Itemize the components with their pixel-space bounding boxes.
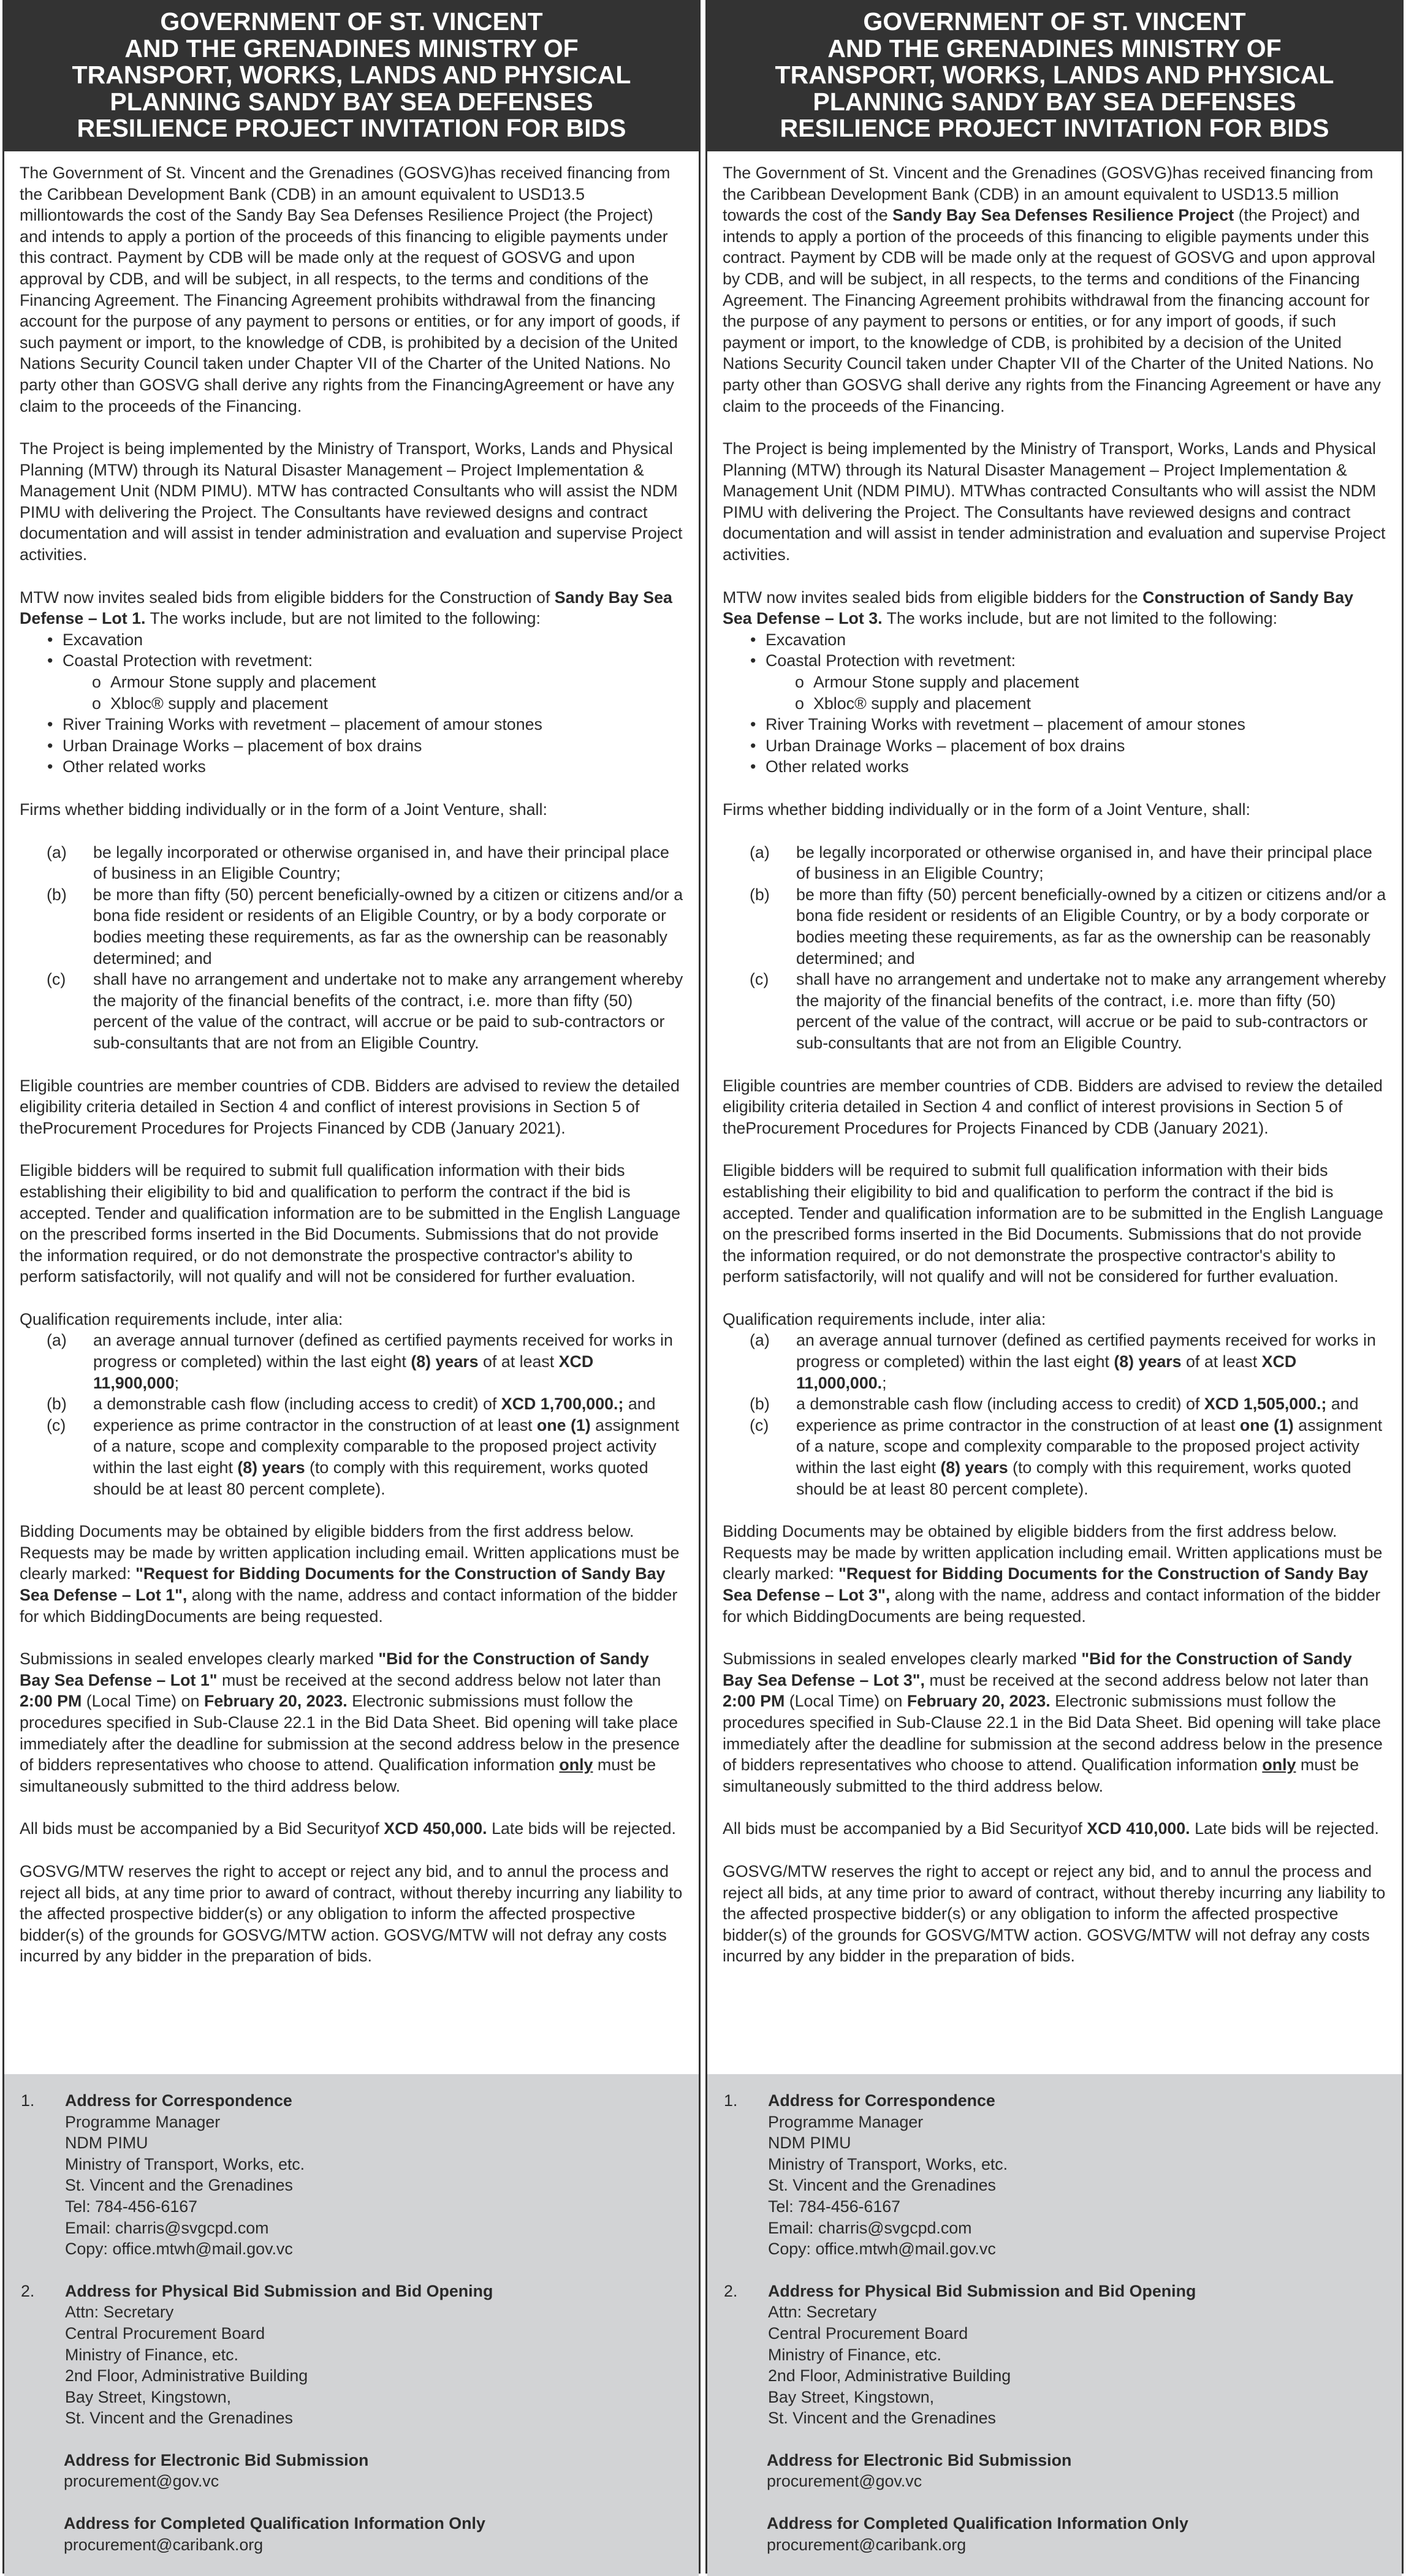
- address-line: Ministry of Finance, etc.: [768, 2345, 941, 2364]
- address-line: Email: charris@svgcpd.com: [768, 2218, 972, 2237]
- notice-heading: [707, 2, 1402, 151]
- heading-line: AND THE GRENADINES MINISTRY OF: [124, 34, 579, 63]
- address-line: Email: charris@svgcpd.com: [65, 2218, 269, 2237]
- notice-heading: [4, 2, 699, 151]
- text-run: ;: [882, 1373, 887, 1392]
- list-item: o Xbloc® supply and placement: [795, 693, 1386, 714]
- address-title: Address for Physical Bid Submission and Bid Opening: [768, 2281, 1196, 2300]
- address-title: Address for Correspondence: [65, 2091, 292, 2110]
- address-qualification-info: [64, 2513, 683, 2555]
- submission-paragraph: [20, 1648, 683, 1797]
- list-item: [723, 884, 1386, 969]
- list-item: • River Training Works with revetment – placement of amour stones: [750, 714, 1386, 735]
- text-run: of at least: [1181, 1352, 1262, 1371]
- list-item: o Armour Stone supply and placement: [92, 672, 683, 693]
- list-item: • Coastal Protection with revetment:: [47, 650, 683, 672]
- address-content: [768, 2090, 1386, 2260]
- financing-paragraph: The Government of St. Vincent and the Grenadines (GOSVG)has received financing from the Caribbean Development Bank (CDB) in an amount equivalent to USD13.5 milliontowards the cost of the Sandy Bay Sea Defenses Resilience Project (the Project) and intends to apply a portion of the proceeds of this financing to eligible payments under this contract. Payment by CDB will be made only at the request of GOSVG and upon approval by CDB, and will be subject, in all respects, to the terms and conditions of the Financing Agreement. The Financing Agreement prohibits withdrawal from the financing account for the purpose of any payment to persons or entities, or for any import of goods, if such payment or import, to the knowledge of CDB, is prohibited by a decision of the United Nations Security Council taken under Chapter VII of the Charter of the United Nations. No party other than GOSVG shall derive any rights from the FinancingAgreement or have any claim to the proceeds of the Financing.: [20, 163, 680, 415]
- invitation-paragraph: [20, 587, 683, 629]
- item-text: be legally incorporated or otherwise organised in, and have their principal place of business in an Eligible Country;: [93, 843, 669, 883]
- list-item: [723, 1415, 1386, 1499]
- notice-lot-1: [2, 0, 701, 2574]
- list-item: [20, 1330, 683, 1393]
- implementation-paragraph: The Project is being implemented by the Ministry of Transport, Works, Lands and Physical Planning (MTW) through its Natural Disaster Management – Project Implementation & Management Unit (NDM PIMU). MTWhas contracted Consultants who will assist the NDM PIMU with delivering the Project. The Consultants have reviewed designs and contract documentation and will assist in tender administration and evaluation and supervise Project activities.: [723, 439, 1386, 564]
- text-run: The works include, but are not limited to the following:: [882, 609, 1278, 628]
- submission-paragraph: [723, 1648, 1386, 1797]
- list-item: • Coastal Protection with revetment:: [750, 650, 1386, 672]
- qualification-intro: Qualification requirements include, inter alia:: [20, 1309, 343, 1328]
- list-item: [20, 1415, 683, 1499]
- text-run: along with the name, address and contact information of the bidder for which BiddingDocuments are being requested.: [20, 1586, 678, 1626]
- eligibility-intro: Firms whether bidding individually or in the form of a Joint Venture, shall:: [723, 800, 1250, 819]
- lot-name: Construction of Sandy Bay Sea Defense – Lot 3.: [723, 588, 1354, 628]
- text-run: Submissions in sealed envelopes clearly marked: [723, 1650, 1082, 1669]
- text-run: (to comply with this requirement, works quoted should be at least 80 percent complete).: [93, 1458, 648, 1498]
- address-qualification-info: [767, 2513, 1386, 2555]
- text-run: a demonstrable cash flow (including access to credit) of: [796, 1395, 1204, 1414]
- address-line: Programme Manager: [65, 2112, 221, 2131]
- text-run: an average annual turnover (defined as certified payments received for works in progress or completed) within the last eight: [796, 1331, 1376, 1371]
- eligible-countries-paragraph: Eligible countries are member countries of CDB. Bidders are advised to review the detailed eligibility criteria detailed in Section 4 and conflict of interest provisions in Section 5 of theProcurement Procedures for Projects Financed by CDB (January 2021).: [20, 1076, 680, 1137]
- turnover-amount: XCD 11,900,000: [93, 1352, 594, 1392]
- cash-flow-amount: XCD 1,700,000.;: [501, 1395, 624, 1414]
- list-item: • River Training Works with revetment – placement of amour stones: [47, 714, 683, 735]
- list-item: o Xbloc® supply and placement: [92, 693, 683, 714]
- works-list: [20, 714, 683, 778]
- bid-security-paragraph: [20, 1818, 683, 1839]
- address-line: Ministry of Transport, Works, etc.: [768, 2154, 1008, 2173]
- address-line: Tel: 784-456-6167: [65, 2197, 198, 2216]
- address-line: Central Procurement Board: [768, 2324, 968, 2343]
- list-item: o Armour Stone supply and placement: [795, 672, 1386, 693]
- heading-line: GOVERNMENT OF ST. VINCENT: [160, 7, 543, 36]
- text-run: All bids must be accompanied by a Bid Securityof: [20, 1819, 384, 1838]
- item-label: (b): [47, 885, 67, 904]
- list-item: • Urban Drainage Works – placement of box drains: [47, 735, 683, 757]
- address-correspondence: [20, 2090, 683, 2260]
- heading-line: TRANSPORT, WORKS, LANDS AND PHYSICAL: [775, 61, 1334, 89]
- address-line: procurement@caribank.org: [64, 2535, 264, 2554]
- implementation-paragraph: The Project is being implemented by the Ministry of Transport, Works, Lands and Physical Planning (MTW) through its Natural Disaster Management – Project Implementation & Management Unit (NDM PIMU). MTW has contracted Consultants who will assist the NDM PIMU with delivering the Project. The Consultants have reviewed designs and contract documentation and will assist in tender administration and evaluation and supervise Project activities.: [20, 439, 683, 564]
- text-run: assignment of a nature, scope and complexity comparable to the proposed project activity within the last eight: [796, 1415, 1383, 1477]
- item-text: [796, 1415, 1386, 1499]
- text-run: and: [623, 1395, 656, 1414]
- address-line: Attn: Secretary: [65, 2303, 174, 2322]
- bid-security-amount: XCD 450,000.: [384, 1819, 487, 1838]
- list-item: • Urban Drainage Works – placement of box drains: [750, 735, 1386, 757]
- heading-line: RESILIENCE PROJECT INVITATION FOR BIDS: [780, 114, 1329, 143]
- eligible-countries-paragraph: Eligible countries are member countries of CDB. Bidders are advised to review the detailed eligibility criteria detailed in Section 4 and conflict of interest provisions in Section 5 of theProcurement Procedures for Projects Financed by CDB (January 2021).: [723, 1076, 1383, 1137]
- text-run: ;: [174, 1373, 180, 1392]
- text-run: (8) years: [1114, 1352, 1182, 1371]
- text-run: one (1): [536, 1415, 591, 1434]
- works-list: [20, 629, 683, 672]
- text-run: Electronic submissions must follow the procedures specified in Sub-Clause 22.1 in the Bid Data Sheet. Bid opening will take place immediately after the deadline for submission at the second address below in the presence of bidders representatives who choose to attend. Qualification information: [20, 1692, 680, 1775]
- deadline-date: February 20, 2023.: [906, 1692, 1051, 1711]
- heading-line: RESILIENCE PROJECT INVITATION FOR BIDS: [77, 114, 626, 143]
- text-run: experience as prime contractor in the construction of at least: [93, 1415, 537, 1434]
- address-bid-submission: [723, 2281, 1386, 2429]
- item-text: be more than fifty (50) percent beneficially-owned by a citizen or citizens and/or a bona fide resident or residents of an Eligible Country, or by a body corporate or bodies meeting these requirements, as far as the ownership can be reasonably determined; and: [93, 885, 683, 968]
- qualification-info-paragraph: Eligible bidders will be required to submit full qualification information with their bids establishing their eligibility to bid and qualification to perform the contract if the bid is accepted. Tender and qualification information are to be submitted in the English Language on the prescribed forms inserted in the Bid Documents. Submissions that do not provide the information required, or do not demonstrate the prospective contractor's ability to perform satisfactorily, will not qualify and will not be considered for further evaluation.: [20, 1161, 681, 1286]
- address-bid-submission: [20, 2281, 683, 2429]
- item-text: [93, 1415, 683, 1499]
- item-text: [93, 1330, 683, 1393]
- address-line: Ministry of Transport, Works, etc.: [65, 2154, 305, 2173]
- address-content: [65, 2090, 683, 2260]
- firm-requirements: [723, 842, 1386, 1054]
- heading-line: PLANNING SANDY BAY SEA DEFENSES: [110, 87, 593, 116]
- address-electronic-submission: [64, 2450, 683, 2492]
- address-line: Attn: Secretary: [768, 2303, 877, 2322]
- list-item: [20, 969, 683, 1053]
- address-line: procurement@caribank.org: [767, 2535, 967, 2554]
- qualification-requirements: [20, 1330, 683, 1499]
- turnover-amount: XCD 11,000,000.: [796, 1352, 1297, 1392]
- address-line: NDM PIMU: [65, 2134, 148, 2153]
- address-number: 2.: [21, 2281, 35, 2300]
- works-list: [723, 629, 1386, 672]
- address-line: Bay Street, Kingstown,: [768, 2387, 935, 2406]
- heading-line: GOVERNMENT OF ST. VINCENT: [863, 7, 1246, 36]
- item-label: (c): [47, 1415, 66, 1434]
- text-run: (the Project) and intends to apply a portion of the proceeds of this financing to eligible payments under this contract. Payment by CDB will be made only at the request of GOSVG and upon approval by CDB, and will be subject, in all respects, to the terms and conditions of the Financing Agreement. The Financing Agreement prohibits withdrawal from the financing account for the purpose of any payment to persons or entities, or for any import of goods, if such payment or import, to the knowledge of CDB, is prohibited by a decision of the United Nations Security Council taken under Chapter VII of the Charter of the United Nations. No party other than GOSVG shall derive any rights from the Financing Agreement or have any claim to the proceeds of the Financing.: [723, 206, 1381, 415]
- text-run: must be received at the second address below not later than: [217, 1670, 661, 1689]
- item-text: [796, 1330, 1386, 1393]
- item-text: [93, 1393, 683, 1415]
- item-label: (a): [47, 843, 67, 862]
- address-correspondence: [723, 2090, 1386, 2260]
- text-run: only: [1262, 1756, 1296, 1775]
- financing-paragraph: [723, 162, 1386, 417]
- address-line: Central Procurement Board: [65, 2324, 265, 2343]
- list-item: [723, 842, 1386, 884]
- text-run: Electronic submissions must follow the procedures specified in Sub-Clause 22.1 in the Bid Data Sheet. Bid opening will take place immediately after the deadline for submission at the second address below in the presence of bidders representatives who choose to attend. Qualification information: [723, 1692, 1383, 1775]
- address-line: 2nd Floor, Administrative Building: [65, 2366, 308, 2385]
- item-text: shall have no arrangement and undertake not to make any arrangement whereby the majority of the financial benefits of the contract, i.e. more than fifty (50) percent of the value of the contract, will accrue or be paid to sub-contractors or sub-consultants that are not from an Eligible Country.: [796, 970, 1386, 1052]
- item-label: (c): [750, 1415, 769, 1434]
- text-run: All bids must be accompanied by a Bid Securityof: [723, 1819, 1087, 1838]
- address-line: St. Vincent and the Grenadines: [768, 2409, 996, 2428]
- address-line: St. Vincent and the Grenadines: [65, 2409, 293, 2428]
- text-run: assignment of a nature, scope and complexity comparable to the proposed project activity within the last eight: [93, 1415, 680, 1477]
- firm-requirements: [20, 842, 683, 1054]
- heading-line: TRANSPORT, WORKS, LANDS AND PHYSICAL: [72, 61, 631, 89]
- text-run: a demonstrable cash flow (including access to credit) of: [93, 1395, 501, 1414]
- text-run: an average annual turnover (defined as certified payments received for works in progress or completed) within the last eight: [93, 1331, 673, 1371]
- qualification-info-paragraph: Eligible bidders will be required to submit full qualification information with their bids establishing their eligibility to bid and qualification to perform the contract if the bid is accepted. Tender and qualification information are to be submitted in the English Language on the prescribed forms inserted in the Bid Documents. Submissions that do not provide the information required, or do not demonstrate the prospective contractor's ability to perform satisfactorily, will not qualify and will not be considered for further evaluation.: [723, 1161, 1384, 1286]
- item-label: (c): [750, 970, 769, 989]
- text-run: must be received at the second address below not later than: [924, 1670, 1369, 1689]
- text-run: Submissions in sealed envelopes clearly marked: [20, 1650, 379, 1669]
- bidding-documents-paragraph: [723, 1521, 1386, 1627]
- address-line: Programme Manager: [768, 2112, 924, 2131]
- item-text: [796, 1393, 1386, 1415]
- works-list: [723, 714, 1386, 778]
- list-item: • Other related works: [750, 756, 1386, 778]
- text-run: "Request for Bidding Documents for the Construction of Sandy Bay Sea Defense – Lot 1",: [20, 1564, 666, 1604]
- addresses-section: [4, 2074, 699, 2576]
- addresses-section: [707, 2074, 1402, 2576]
- bidding-documents-paragraph: [20, 1521, 683, 1627]
- cash-flow-amount: XCD 1,505,000.;: [1204, 1395, 1327, 1414]
- address-line: NDM PIMU: [768, 2134, 851, 2153]
- item-label: (c): [47, 970, 66, 989]
- address-number: 1.: [21, 2091, 35, 2110]
- address-number: 1.: [724, 2091, 738, 2110]
- rights-reserved-paragraph: GOSVG/MTW reserves the right to accept or reject any bid, and to annul the process and reject all bids, at any time prior to award of contract, without thereby incurring any liability to the affected prospective bidder(s) or any obligation to inform the affected prospective bidder(s) of the grounds for GOSVG/MTW action. GOSVG/MTW will not defray any costs incurred by any bidder in the preparation of bids.: [20, 1862, 683, 1966]
- address-line: Ministry of Finance, etc.: [65, 2345, 238, 2364]
- heading-line: PLANNING SANDY BAY SEA DEFENSES: [813, 87, 1296, 116]
- list-item: [723, 969, 1386, 1053]
- text-run: only: [559, 1756, 593, 1775]
- text-run: must be simultaneously submitted to the third address below.: [20, 1756, 656, 1795]
- item-text: be legally incorporated or otherwise organised in, and have their principal place of business in an Eligible Country;: [796, 843, 1372, 883]
- address-title: Address for Electronic Bid Submission: [64, 2450, 369, 2469]
- item-label: (b): [750, 1395, 770, 1414]
- list-item: • Other related works: [47, 756, 683, 778]
- columns: [2, 0, 1404, 2574]
- text-run: Late bids will be rejected.: [487, 1819, 676, 1838]
- item-label: (b): [47, 1395, 67, 1414]
- address-line: Bay Street, Kingstown,: [65, 2387, 232, 2406]
- text-run: The Government of St. Vincent and the Grenadines (GOSVG)has received financing from the Caribbean Development Bank (CDB) in an amount equivalent to USD13.5 million towards the cost of the: [723, 163, 1374, 225]
- deadline-time: 2:00 PM: [20, 1692, 82, 1711]
- address-line: Copy: office.mtwh@mail.gov.vc: [65, 2240, 293, 2259]
- text-run: "Bid for the Construction of Sandy Bay Sea Defense – Lot 3",: [723, 1650, 1352, 1689]
- list-item: [20, 842, 683, 884]
- qualification-requirements: [723, 1330, 1386, 1499]
- address-number: 2.: [724, 2281, 738, 2300]
- address-title: Address for Electronic Bid Submission: [767, 2450, 1072, 2469]
- text-run: MTW now invites sealed bids from eligible bidders for the: [723, 588, 1143, 607]
- address-line: Tel: 784-456-6167: [768, 2197, 901, 2216]
- text-run: "Request for Bidding Documents for the Construction of Sandy Bay Sea Defense – Lot 3",: [723, 1564, 1369, 1604]
- address-line: procurement@gov.vc: [767, 2472, 922, 2491]
- subworks-list: [63, 672, 683, 714]
- text-run: must be simultaneously submitted to the third address below.: [723, 1756, 1359, 1795]
- address-title: Address for Completed Qualification Information Only: [767, 2514, 1188, 2533]
- address-title: Address for Physical Bid Submission and Bid Opening: [65, 2281, 493, 2300]
- subworks-list: [766, 672, 1386, 714]
- text-run: one (1): [1239, 1415, 1294, 1434]
- text-run: "Bid for the Construction of Sandy Bay Sea Defense – Lot 1": [20, 1650, 649, 1689]
- notice-lot-3: [705, 0, 1404, 2574]
- list-item: [20, 884, 683, 969]
- item-label: (a): [750, 1331, 770, 1350]
- address-content: [65, 2281, 683, 2429]
- deadline-date: February 20, 2023.: [203, 1692, 348, 1711]
- address-line: St. Vincent and the Grenadines: [768, 2176, 996, 2195]
- notice-body: [4, 151, 699, 2074]
- item-text: be more than fifty (50) percent beneficially-owned by a citizen or citizens and/or a bona fide resident or residents of an Eligible Country, or by a body corporate or bodies meeting these requirements, as far as the ownership can be reasonably determined; and: [796, 885, 1386, 968]
- address-line: Copy: office.mtwh@mail.gov.vc: [768, 2240, 996, 2259]
- bid-security-paragraph: [723, 1818, 1386, 1839]
- text-run: and: [1326, 1395, 1359, 1414]
- item-text: shall have no arrangement and undertake not to make any arrangement whereby the majority of the financial benefits of the contract, i.e. more than fifty (50) percent of the value of the contract, will accrue or be paid to sub-contractors or sub-consultants that are not from an Eligible Country.: [93, 970, 683, 1052]
- address-title: Address for Correspondence: [768, 2091, 995, 2110]
- bid-security-amount: XCD 410,000.: [1087, 1819, 1190, 1838]
- address-electronic-submission: [767, 2450, 1386, 2492]
- heading-line: AND THE GRENADINES MINISTRY OF: [827, 34, 1282, 63]
- text-run: (to comply with this requirement, works quoted should be at least 80 percent complete).: [796, 1458, 1351, 1498]
- invitation-paragraph: [723, 587, 1386, 629]
- project-name: Sandy Bay Sea Defenses Resilience Project: [892, 206, 1234, 225]
- text-run: along with the name, address and contact information of the bidder for which BiddingDocuments are being requested.: [723, 1586, 1381, 1626]
- text-run: (8) years: [237, 1458, 305, 1477]
- notice-body: [707, 151, 1402, 2074]
- text-run: (Local Time) on: [82, 1692, 204, 1711]
- item-label: (b): [750, 885, 770, 904]
- eligibility-intro: Firms whether bidding individually or in the form of a Joint Venture, shall:: [20, 800, 547, 819]
- item-label: (a): [750, 843, 770, 862]
- text-run: (8) years: [940, 1458, 1008, 1477]
- text-run: (Local Time) on: [785, 1692, 907, 1711]
- text-run: The works include, but are not limited to the following:: [145, 609, 541, 628]
- list-item: • Excavation: [47, 629, 683, 651]
- list-item: [723, 1393, 1386, 1415]
- item-label: (a): [47, 1331, 67, 1350]
- address-line: St. Vincent and the Grenadines: [65, 2176, 293, 2195]
- rights-reserved-paragraph: GOSVG/MTW reserves the right to accept or reject any bid, and to annul the process and reject all bids, at any time prior to award of contract, without thereby incurring any liability to the affected prospective bidder(s) or any obligation to inform the affected prospective bidder(s) of the grounds for GOSVG/MTW action. GOSVG/MTW will not defray any costs incurred by any bidder in the preparation of bids.: [723, 1862, 1386, 1966]
- text-run: Bidding Documents may be obtained by eligible bidders from the first address below. Requests may be made by written application including email. Written applications must be clearly marked:: [20, 1522, 680, 1583]
- qualification-intro: Qualification requirements include, inter alia:: [723, 1309, 1046, 1328]
- list-item: • Excavation: [750, 629, 1386, 651]
- text-run: of at least: [478, 1352, 559, 1371]
- deadline-time: 2:00 PM: [723, 1692, 785, 1711]
- lot-name: Sandy Bay Sea Defense – Lot 1.: [20, 588, 672, 628]
- text-run: experience as prime contractor in the construction of at least: [796, 1415, 1240, 1434]
- address-content: [768, 2281, 1386, 2429]
- text-run: Late bids will be rejected.: [1190, 1819, 1379, 1838]
- text-run: Bidding Documents may be obtained by eligible bidders from the first address below. Requests may be made by written application including email. Written applications must be clearly marked:: [723, 1522, 1383, 1583]
- text-run: MTW now invites sealed bids from eligible bidders for the Construction of: [20, 588, 555, 607]
- list-item: [723, 1330, 1386, 1393]
- address-title: Address for Completed Qualification Information Only: [64, 2514, 485, 2533]
- address-line: 2nd Floor, Administrative Building: [768, 2366, 1011, 2385]
- text-run: (8) years: [411, 1352, 479, 1371]
- list-item: [20, 1393, 683, 1415]
- address-line: procurement@gov.vc: [64, 2472, 219, 2491]
